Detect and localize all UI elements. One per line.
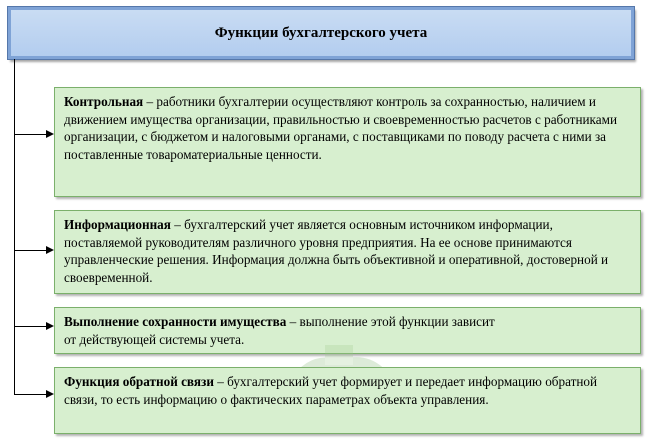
card-preservation-name: Выполнение сохранности имущества: [64, 314, 287, 329]
card-information-name: Информационная: [64, 217, 171, 232]
vertical-connector: [14, 59, 15, 395]
card-information: [54, 210, 641, 294]
title-box: [8, 7, 634, 59]
card-information-text: – бухгалтерский учет является основным источником информации, поставляемой руководителям различного уровня предприятия. На ее основе принимаются управленческие решения. Информация должна быть объективной и оперативной, достоверной и своевременной.: [64, 217, 609, 285]
card-feedback-name: Функция обратной связи: [64, 374, 214, 389]
card-feedback-text: – бухгалтерский учет формирует и передает информацию обратной связи, то есть информацию о фактических параметрах объекта управления.: [64, 374, 598, 407]
card-feedback: [54, 367, 641, 434]
arrow-feedback: [14, 394, 52, 395]
diagram-title: Функции бухгалтерского учета: [214, 24, 428, 41]
card-preservation-text: – выполнение этой функции зависит от действующей системы учета.: [64, 314, 495, 347]
arrow-control: [14, 134, 52, 135]
card-control-text: – работники бухгалтерии осуществляют контроль за сохранностью, наличием и движением имущества организации, правильностью и своевременностью расчетов с работниками организации, с бюджетом и налоговыми органами, с поставщиками по поводу расчета с ними за поставленные товароматериальные ценности.: [64, 94, 618, 162]
arrow-information: [14, 250, 52, 251]
card-control-name: Контрольная: [64, 94, 144, 109]
card-control: [54, 87, 641, 197]
arrow-preservation: [14, 326, 52, 327]
